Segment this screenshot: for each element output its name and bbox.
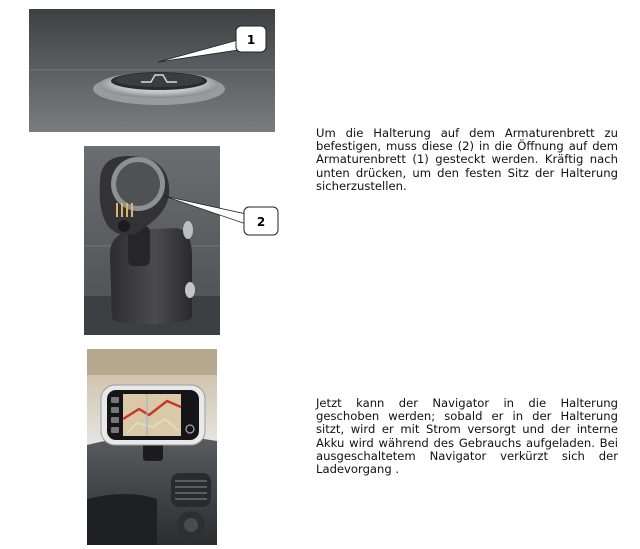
callout-1-label: 1 — [246, 33, 256, 47]
paragraph-2-line: Akku wird während des Gebrauchs aufgeladen. Bei — [316, 435, 618, 450]
paragraph-2-line: Ladevorgang . — [316, 462, 400, 477]
instruction-paragraph-1 — [316, 127, 618, 193]
navigator-in-car-image — [87, 349, 217, 545]
paragraph-2-line: sitzt, wird er mit Strom versorgt und der interne — [316, 422, 618, 437]
instruction-paragraph-2 — [316, 397, 618, 476]
photo-navigator-in-car — [87, 349, 217, 545]
paragraph-2-line: geschoben werden; sobald er in der Halterung — [316, 409, 618, 424]
paragraph-1-line: unten drücken, um den festen Sitz der Halterung — [316, 165, 618, 180]
callout-2-label: 2 — [256, 215, 266, 229]
paragraph-1-line: befestigen, muss diese (2) in die Öffnung auf dem — [316, 139, 618, 154]
paragraph-1-line: Um die Halterung auf dem Armaturenbrett zu — [316, 126, 618, 140]
mount-bracket-image — [84, 146, 220, 335]
paragraph-2-line: Jetzt kann der Navigator in die Halterung — [316, 396, 618, 410]
callout-1 — [150, 22, 270, 72]
paragraph-1-line: Armaturenbrett (1) gesteckt werden. Kräftig nach — [316, 152, 618, 167]
photo-mount-bracket — [84, 146, 220, 335]
callout-2 — [160, 190, 284, 240]
paragraph-1-line: sicherzustellen. — [316, 178, 407, 193]
paragraph-2-line: ausgeschaltetem Navigator verkürzt sich der — [316, 448, 618, 463]
